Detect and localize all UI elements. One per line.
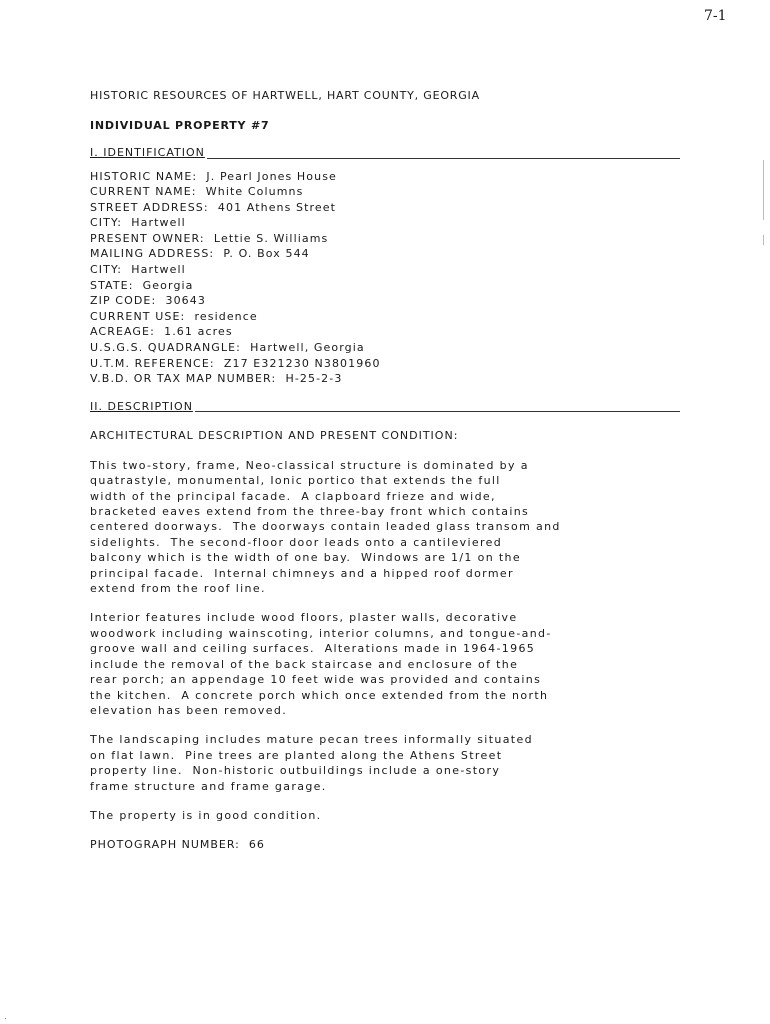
field-tax-map-number: V.B.D. OR TAX MAP NUMBER: H-25-2-3 <box>90 372 343 386</box>
paragraph-line: extend from the roof line. <box>90 582 266 596</box>
description-paragraph <box>90 458 680 597</box>
architectural-description-heading: ARCHITECTURAL DESCRIPTION AND PRESENT CONDITION: <box>90 429 459 443</box>
section-title: I. IDENTIFICATION <box>90 146 205 159</box>
section-identification-heading <box>90 145 680 161</box>
section-description-heading <box>90 399 680 415</box>
margin-mark <box>763 160 764 220</box>
field-historic-name: HISTORIC NAME: J. Pearl Jones House <box>90 169 337 183</box>
interior-paragraph <box>90 610 680 718</box>
paragraph-line: width of the principal facade. A clapboard frieze and wide, <box>90 489 496 503</box>
field-present-owner: PRESENT OWNER: Lettie S. Williams <box>90 231 329 245</box>
paragraph-line: principal facade. Internal chimneys and a hipped roof dormer <box>90 566 514 580</box>
field-current-name: CURRENT NAME: White Columns <box>90 185 304 199</box>
paragraph-line: bracketed eaves extend from the three-bay front which contains <box>90 505 530 519</box>
condition-paragraph <box>90 808 680 823</box>
field-zip-code: ZIP CODE: 30643 <box>90 294 206 308</box>
property-heading: INDIVIDUAL PROPERTY #7 <box>90 118 270 132</box>
landscaping-paragraph <box>90 732 680 794</box>
field-quadrangle: U.S.G.S. QUADRANGLE: Hartwell, Georgia <box>90 341 365 355</box>
paragraph-line: sidelights. The second-floor door leads onto a cantileviered <box>90 535 503 549</box>
document-title: HISTORIC RESOURCES OF HARTWELL, HART COUNTY, GEORGIA <box>90 89 480 102</box>
field-mailing-address: MAILING ADDRESS: P. O. Box 544 <box>90 247 310 261</box>
paragraph-line: rear porch; an appendage 10 feet wide was provided and contains <box>90 673 542 687</box>
field-acreage: ACREAGE: 1.61 acres <box>90 325 233 339</box>
paragraph-line: include the removal of the back staircase and enclosure of the <box>90 657 519 671</box>
identification-fields <box>90 169 680 387</box>
field-city: CITY: Hartwell <box>90 216 186 230</box>
paragraph-line: on flat lawn. Pine trees are planted along the Athens Street <box>90 748 503 762</box>
section-title: II. DESCRIPTION <box>90 399 193 413</box>
paragraph-line: elevation has been removed. <box>90 703 288 717</box>
paragraph-line: balcony which is the width of one bay. Windows are 1/1 on the <box>90 551 521 565</box>
field-state: STATE: Georgia <box>90 278 194 292</box>
page-number: 7-1 <box>704 8 727 24</box>
section-rule <box>195 411 680 412</box>
field-street-address: STREET ADDRESS: 401 Athens Street <box>90 200 337 214</box>
paragraph-line: frame structure and frame garage. <box>90 779 327 793</box>
scan-mark: . <box>4 1012 7 1021</box>
paragraph-line: The landscaping includes mature pecan trees informally situated <box>90 733 533 747</box>
paragraph-line: quatrastyle, monumental, Ionic portico that extends the full <box>90 474 501 488</box>
paragraph-line: woodwork including wainscoting, interior columns, and tongue-and- <box>90 626 552 640</box>
document-body <box>90 88 680 853</box>
paragraph-line: groove wall and ceiling surfaces. Alterations made in 1964-1965 <box>90 642 536 656</box>
paragraph-line: the kitchen. A concrete porch which once extended from the north <box>90 688 549 702</box>
paragraph-line: Interior features include wood floors, plaster walls, decorative <box>90 611 518 625</box>
field-mailing-city: CITY: Hartwell <box>90 263 186 277</box>
paragraph-line: property line. Non-historic outbuildings include a one-story <box>90 764 501 778</box>
section-rule <box>207 158 680 159</box>
photograph-number: PHOTOGRAPH NUMBER: 66 <box>90 838 265 852</box>
margin-mark <box>763 235 764 245</box>
field-current-use: CURRENT USE: residence <box>90 309 258 323</box>
paragraph-line: This two-story, frame, Neo-classical structure is dominated by a <box>90 458 529 472</box>
paragraph-line: The property is in good condition. <box>90 808 322 822</box>
paragraph-line: centered doorways. The doorways contain leaded glass transom and <box>90 520 561 534</box>
field-utm-reference: U.T.M. REFERENCE: Z17 E321230 N3801960 <box>90 356 381 370</box>
